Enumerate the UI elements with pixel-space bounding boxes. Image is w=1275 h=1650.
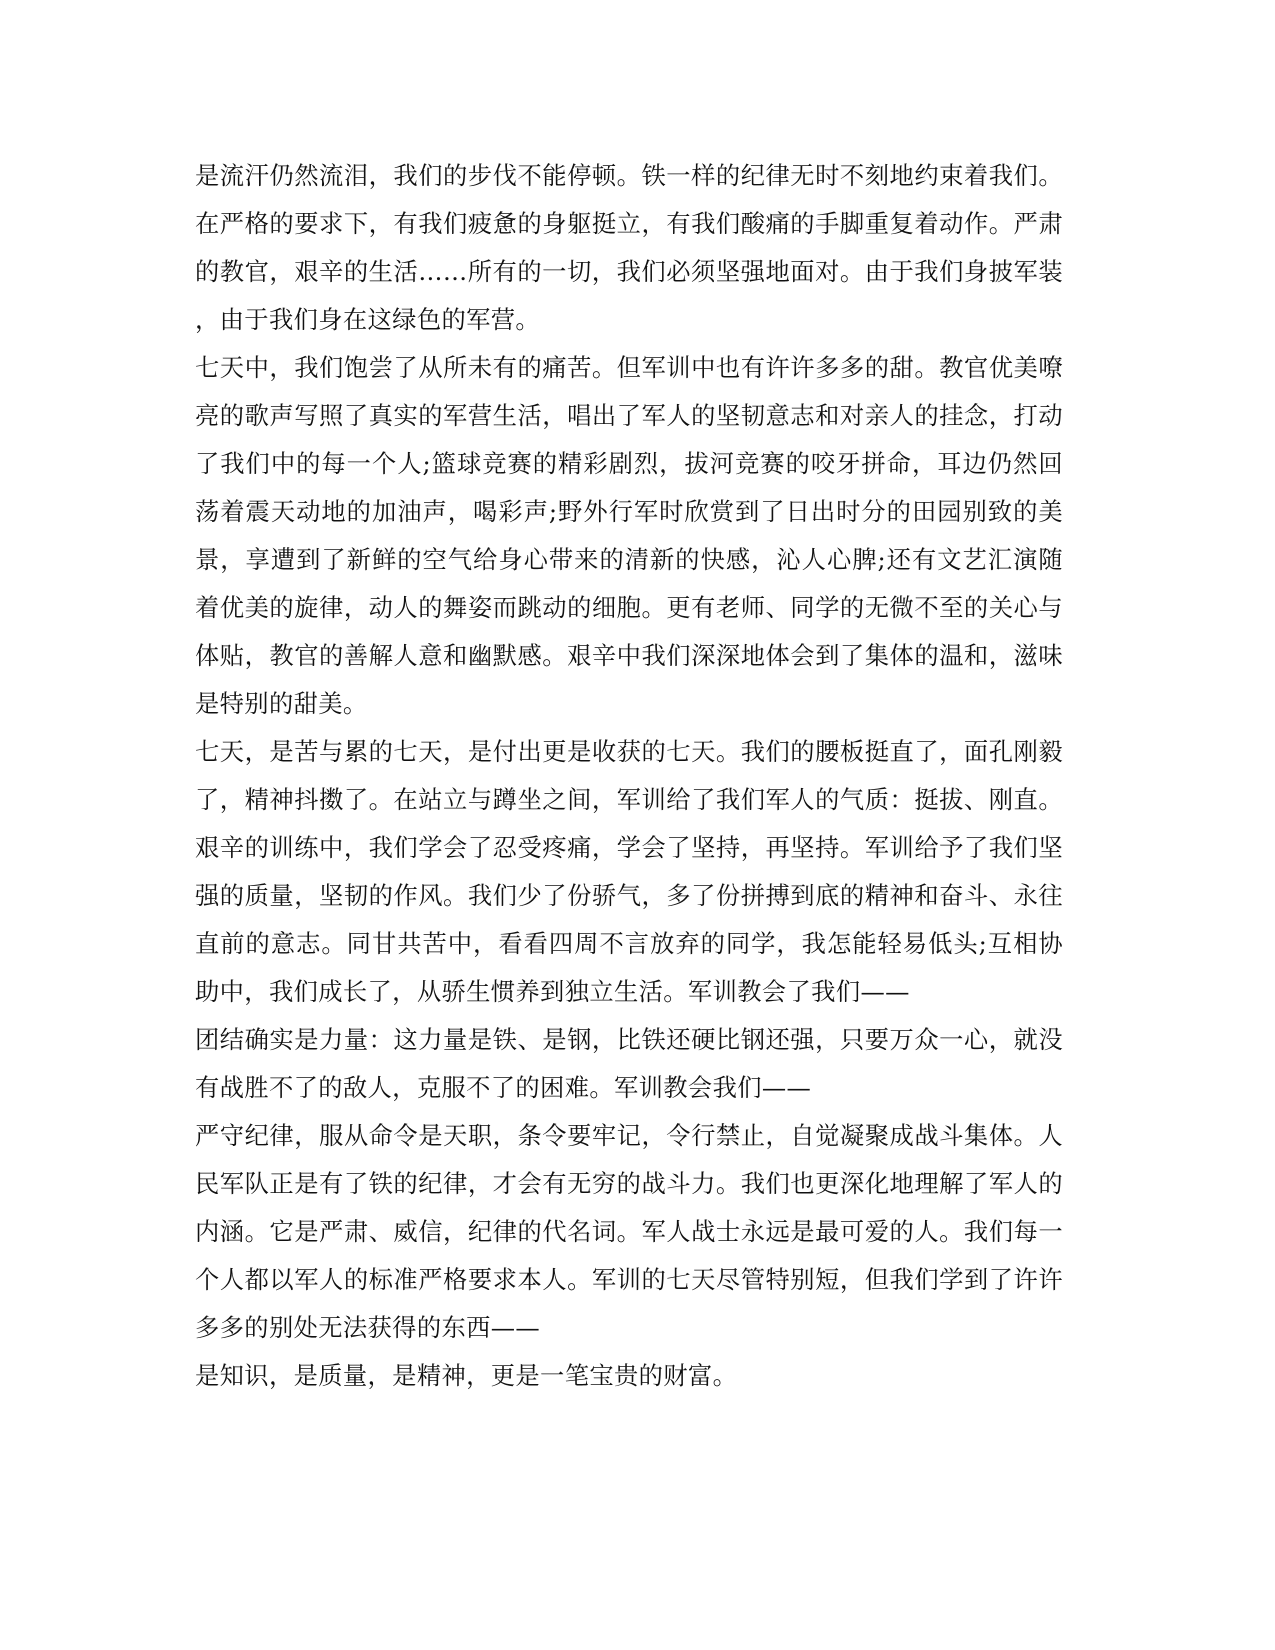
text-line: 艰辛的训练中，我们学会了忍受疼痛，学会了坚持，再坚持。军训给予了我们坚 [195, 833, 1063, 862]
text-line: 助中，我们成长了，从骄生惯养到独立生活。军训教会了我们—— [195, 977, 910, 1006]
text-line: 直前的意志。同甘共苦中，看看四周不言放弃的同学，我怎能轻易低头;互相协 [195, 929, 1063, 958]
text-line: 七天，是苦与累的七天，是付出更是收获的七天。我们的腰板挺直了，面孔刚毅 [195, 737, 1063, 766]
text-line: 着优美的旋律，动人的舞姿而跳动的细胞。更有老师、同学的无微不至的关心与 [195, 593, 1063, 622]
text-line: 严守纪律，服从命令是天职，条令要牢记，令行禁止，自觉凝聚成战斗集体。人 [195, 1121, 1063, 1150]
text-line: 强的质量，坚韧的作风。我们少了份骄气，多了份拼搏到底的精神和奋斗、永往 [195, 881, 1063, 910]
text-line: 在严格的要求下，有我们疲惫的身躯挺立，有我们酸痛的手脚重复着动作。严肃 [195, 209, 1063, 238]
text-line: 是知识，是质量，是精神，更是一笔宝贵的财富。 [195, 1361, 738, 1390]
text-line: 荡着震天动地的加油声，喝彩声;野外行军时欣赏到了日出时分的田园别致的美 [195, 497, 1063, 526]
text-line: 是流汗仍然流泪，我们的步伐不能停顿。铁一样的纪律无时不刻地约束着我们。 [195, 161, 1063, 190]
text-line: 民军队正是有了铁的纪律，才会有无穷的战斗力。我们也更深化地理解了军人的 [195, 1169, 1063, 1198]
text-line: 亮的歌声写照了真实的军营生活，唱出了军人的坚韧意志和对亲人的挂念，打动 [195, 401, 1063, 430]
document-body [195, 152, 1063, 1400]
text-line: 的教官，艰辛的生活……所有的一切，我们必须坚强地面对。由于我们身披军装 [195, 257, 1063, 286]
text-line: 了我们中的每一个人;篮球竞赛的精彩剧烈，拔河竞赛的咬牙拼命，耳边仍然回 [195, 449, 1063, 478]
text-line: 团结确实是力量：这力量是铁、是钢，比铁还硬比钢还强，只要万众一心，就没 [195, 1025, 1063, 1054]
text-line: 是特别的甜美。 [195, 689, 368, 718]
text-line: 体贴，教官的善解人意和幽默感。艰辛中我们深深地体会到了集体的温和，滋味 [195, 641, 1063, 670]
text-line: 内涵。它是严肃、威信，纪律的代名词。军人战士永远是最可爱的人。我们每一 [195, 1217, 1063, 1246]
text-line: 有战胜不了的敌人，克服不了的困难。军训教会我们—— [195, 1073, 812, 1102]
text-line: 景，享遭到了新鲜的空气给身心带来的清新的快感，沁人心脾;还有文艺汇演随 [195, 545, 1063, 574]
text-line: 七天中，我们饱尝了从所未有的痛苦。但军训中也有许许多多的甜。教官优美嘹 [195, 353, 1063, 382]
text-line: 了，精神抖擞了。在站立与蹲坐之间，军训给了我们军人的气质：挺拔、刚直。 [195, 785, 1063, 814]
text-line: 多多的别处无法获得的东西—— [195, 1313, 541, 1342]
text-line: 个人都以军人的标准严格要求本人。军训的七天尽管特别短，但我们学到了许许 [195, 1265, 1063, 1294]
text-line: ，由于我们身在这绿色的军营。 [195, 305, 541, 334]
